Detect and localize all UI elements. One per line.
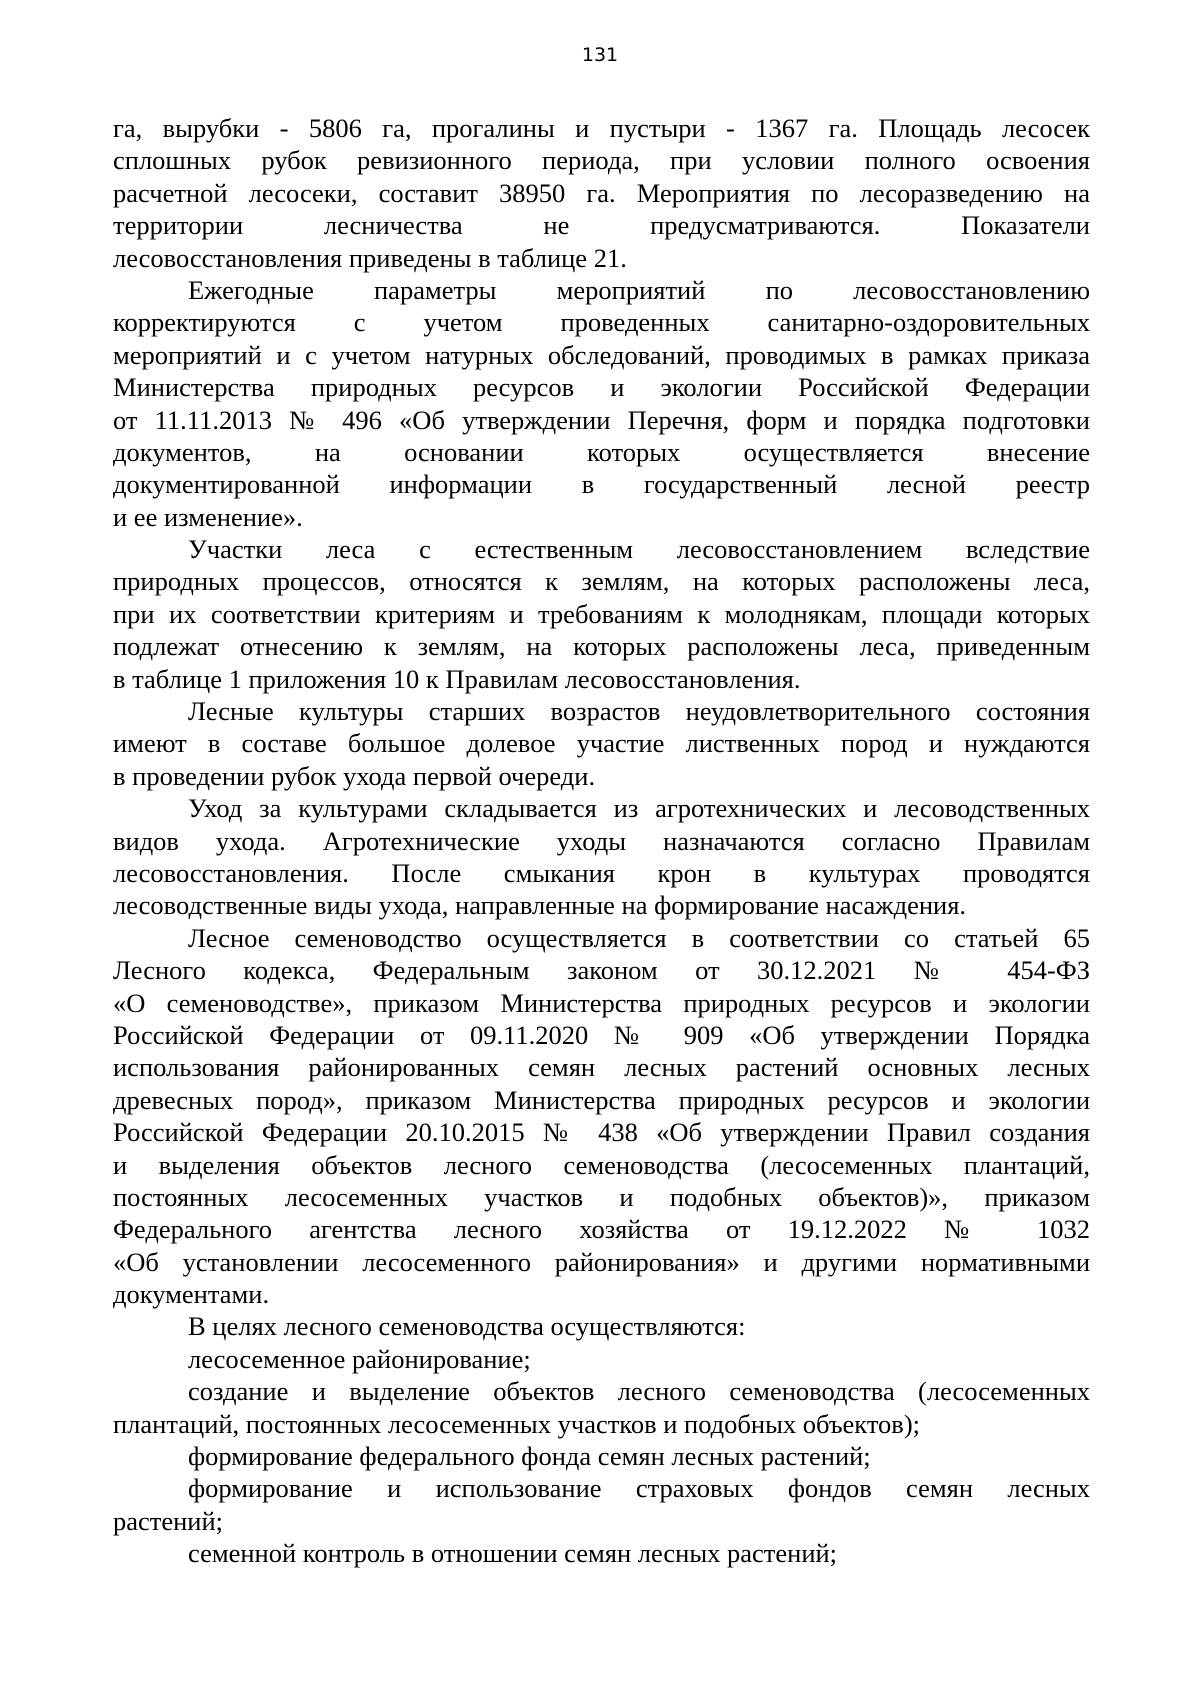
text-line: «О семеноводстве», приказом Министерства природных ресурсов и экологии [113, 987, 1090, 1018]
text-line: Участки леса с естественным лесовосстановлением вследствие [188, 534, 1090, 565]
text-line: в проведении рубок ухода первой очереди. [113, 760, 596, 791]
text-line: Министерства природных ресурсов и экологии Российской Федерации [113, 372, 1090, 403]
text-line: имеют в составе большое долевое участие лиственных пород и нуждаются [113, 728, 1090, 759]
text-line: га, вырубки - 5806 га, прогалины и пустыри - 1367 га. Площадь лесосек [113, 113, 1090, 143]
text-line: семенной контроль в отношении семян лесных растений; [188, 1538, 838, 1569]
text-line: формирование федерального фонда семян лесных растений; [188, 1441, 871, 1472]
text-line: территории лесничества не предусматриваются. Показатели [113, 210, 1090, 241]
text-line: Российской Федерации от 09.11.2020 № 909 «Об утверждении Порядка [113, 1019, 1090, 1050]
text-line: и выделения объектов лесного семеноводства (лесосеменных плантаций, [113, 1149, 1090, 1180]
text-line: корректируются с учетом проведенных санитарно-оздоровительных [113, 307, 1090, 338]
text-line: постоянных лесосеменных участков и подобных объектов)», приказом [113, 1181, 1090, 1212]
text-line: документами. [113, 1279, 270, 1310]
text-line: древесных пород», приказом Министерства природных ресурсов и экологии [113, 1084, 1090, 1115]
text-line: использования районированных семян лесных растений основных лесных [113, 1052, 1090, 1083]
text-line: Российской Федерации 20.10.2015 № 438 «Об утверждении Правил создания [113, 1117, 1090, 1148]
page-number: 131 [581, 44, 619, 66]
text-line: Уход за культурами складывается из агротехнических и лесоводственных [188, 793, 1090, 824]
text-line: лесовосстановления приведены в таблице 21. [113, 242, 627, 273]
text-line: плантаций, постоянных лесосеменных участков и подобных объектов); [113, 1408, 921, 1439]
text-line: при их соответствии критериям и требованиям к молоднякам, площади которых [113, 598, 1090, 629]
text-line: создание и выделение объектов лесного семеноводства (лесосеменных [188, 1376, 1090, 1407]
text-line: от 11.11.2013 № 496 «Об утверждении Перечня, форм и порядка подготовки [113, 404, 1090, 435]
text-line: Федерального агентства лесного хозяйства от 19.12.2022 № 1032 [113, 1214, 1090, 1245]
text-line: сплошных рубок ревизионного периода, при условии полного освоения [113, 145, 1090, 176]
text-line: лесоводственные виды ухода, направленные на формирование насаждения. [113, 890, 967, 921]
document-body [113, 112, 1090, 1570]
text-line: растений; [113, 1505, 224, 1536]
text-line: видов ухода. Агротехнические уходы назначаются согласно Правилам [113, 825, 1090, 856]
text-line: лесосеменное районирование; [188, 1343, 531, 1374]
text-line: мероприятий и с учетом натурных обследований, проводимых в рамках приказа [113, 339, 1090, 370]
text-line: Ежегодные параметры мероприятий по лесовосстановлению [188, 274, 1090, 305]
text-line: «Об установлении лесосеменного районирования» и другими нормативными [113, 1246, 1090, 1277]
text-line: В целях лесного семеноводства осуществляются: [188, 1311, 746, 1342]
text-line: подлежат отнесению к землям, на которых расположены леса, приведенным [113, 631, 1090, 662]
text-line: расчетной лесосеки, составит 38950 га. Мероприятия по лесоразведению на [113, 177, 1090, 208]
text-line: и ее изменение». [113, 501, 303, 532]
text-line: лесовосстановления. После смыкания крон в культурах проводятся [113, 857, 1090, 888]
text-line: природных процессов, относятся к землям, на которых расположены леса, [113, 566, 1090, 597]
text-line: Лесное семеноводство осуществляется в соответствии со статьей 65 [188, 922, 1090, 953]
text-line: формирование и использование страховых фондов семян лесных [188, 1473, 1090, 1504]
text-line: документов, на основании которых осуществляется внесение [113, 436, 1090, 467]
text-line: в таблице 1 приложения 10 к Правилам лесовосстановления. [113, 663, 801, 694]
text-line: Лесного кодекса, Федеральным законом от 30.12.2021 № 454-ФЗ [113, 955, 1090, 986]
text-line: Лесные культуры старших возрастов неудовлетворительного состояния [188, 696, 1090, 727]
text-line: документированной информации в государственный лесной реестр [113, 469, 1090, 500]
